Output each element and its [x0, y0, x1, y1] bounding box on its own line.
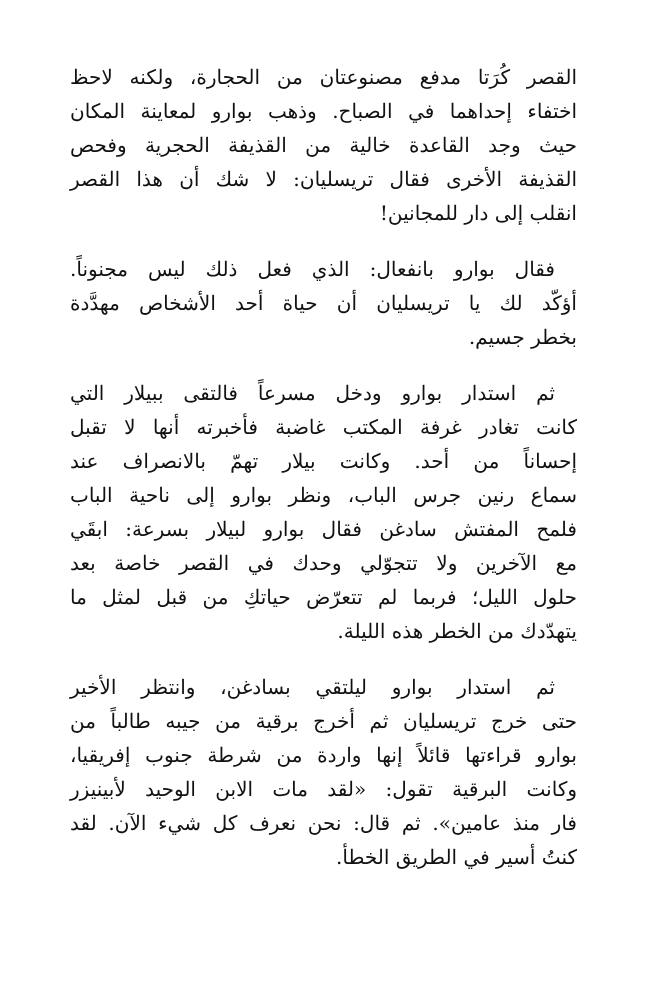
text-line: حلول الليل؛ فربما لم تتعرّض حياتكِ من قبل لمثل ما	[70, 585, 577, 609]
text-line: القصر كُرَتا مدفع مصنوعتان من الحجارة، ولكنه لاحظ	[70, 65, 577, 89]
paragraph-2	[70, 252, 577, 354]
text-line: حتى خرج تريسليان ثم أخرج برقية من جيبه طالباً من	[70, 709, 578, 733]
paragraph-3	[70, 376, 577, 648]
text-line: كنتُ أسير في الطريق الخطأ.	[336, 845, 577, 869]
text-line: مع الآخرين ولا تتجوّلي وحدك في القصر خاصة بعد	[70, 551, 577, 575]
text-line: فار منذ عامين». ثم قال: نحن نعرف كل شيء الآن. لقد	[70, 811, 577, 835]
text-line: فقال بوارو بانفعال: الذي فعل ذلك ليس مجنوناً.	[70, 257, 555, 281]
text-line: أؤكّد لك يا تريسليان أن حياة أحد الأشخاص مهدَّدة	[70, 291, 577, 315]
text-line: وكانت البرقية تقول: «لقد مات الابن الوحيد لأبينيزر	[70, 777, 577, 801]
paragraph-1	[70, 60, 577, 230]
paragraph-4	[70, 670, 577, 874]
text-line: يتهدّدك من الخطر هذه الليلة.	[337, 619, 577, 643]
text-line: إحساناً من أحد. وكانت بيلار تهمّ بالانصراف عند	[70, 449, 577, 473]
text-line: بوارو قراءتها قائلاً إنها واردة من شرطة جنوب إفريقيا،	[70, 743, 577, 767]
text-line: حيث وجد القاعدة خالية من القذيفة الحجرية وفحص	[70, 133, 577, 157]
text-line: القذيفة الأخرى فقال تريسليان: لا شك أن هذا القصر	[70, 167, 577, 191]
text-line: اختفاء إحداهما في الصباح. وذهب بوارو لمعاينة المكان	[70, 99, 577, 123]
text-line: كانت تغادر غرفة المكتب غاضبة فأخبرته أنها لا تقبل	[70, 415, 577, 439]
book-page	[70, 60, 577, 896]
text-line: ثم استدار بوارو ودخل مسرعاً فالتقى ببيلار التي	[70, 381, 555, 405]
text-line: سماع رنين جرس الباب، ونظر بوارو إلى ناحية الباب	[70, 483, 577, 507]
text-line: انقلب إلى دار للمجانين!	[379, 201, 577, 225]
text-line: بخطر جسيم.	[468, 325, 577, 349]
text-line: ثم استدار بوارو ليلتقي بسادغن، وانتظر الأخير	[70, 675, 555, 699]
text-line: فلمح المفتش سادغن فقال بوارو لبيلار بسرعة: ابقَي	[70, 517, 577, 541]
